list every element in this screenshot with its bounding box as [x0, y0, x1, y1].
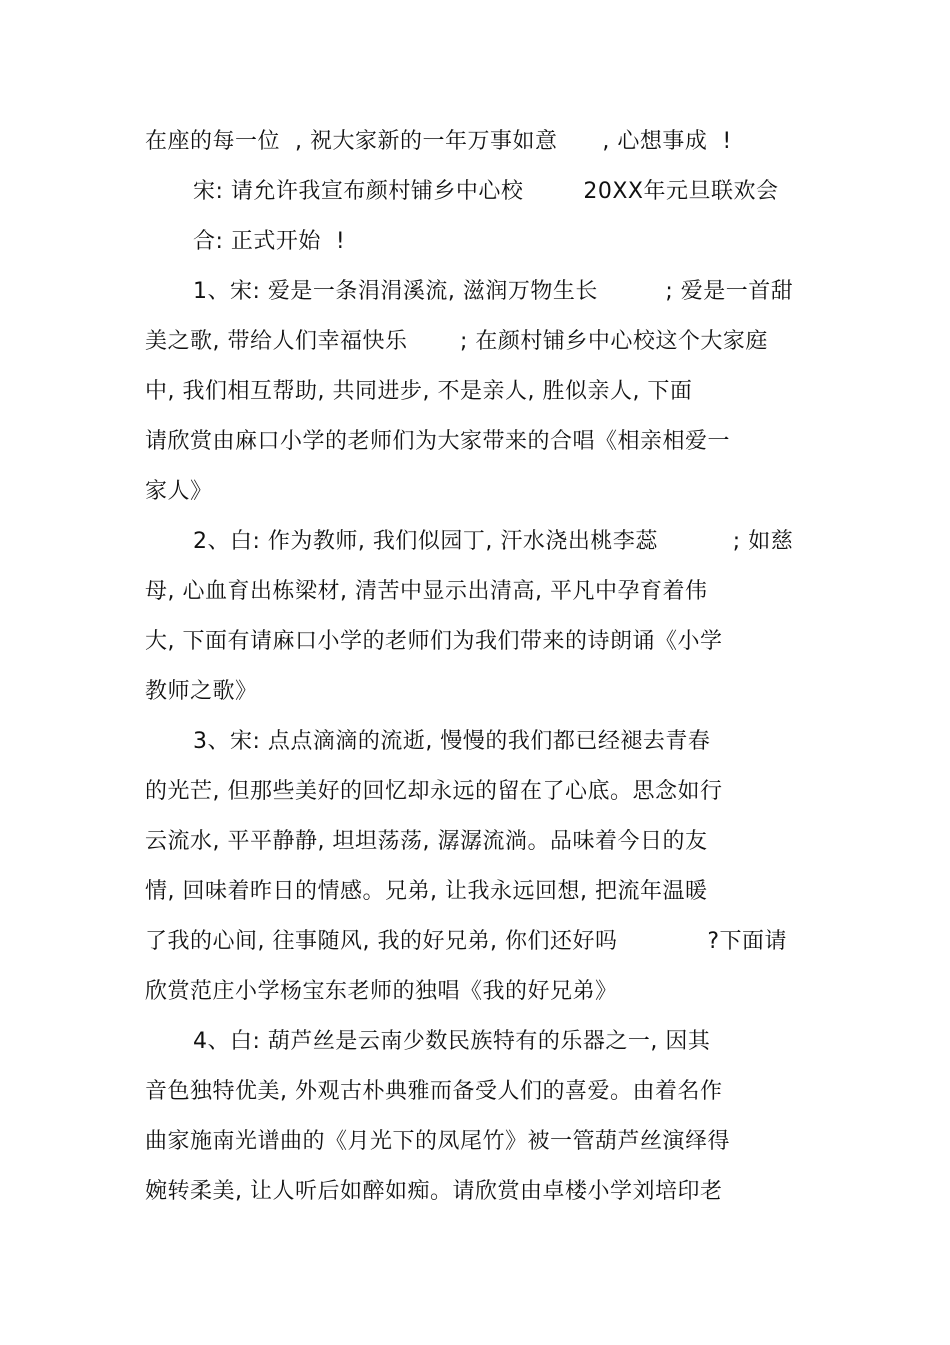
text-line: 请欣赏由麻口小学的老师们为大家带来的合唱《相亲相爱一: [145, 429, 731, 454]
text-line: 宋: 请允许我宣布颜村铺乡中心校 20XX年元旦联欢会: [193, 179, 779, 204]
text-line: 中, 我们相互帮助, 共同进步, 不是亲人, 胜似亲人, 下面: [145, 379, 693, 404]
text-line: 欣赏范庄小学杨宝东老师的独唱《我的好兄弟》: [145, 979, 618, 1004]
text-line: 的光芒, 但那些美好的回忆却永远的留在了心底。思念如行: [145, 779, 723, 804]
text-line: 合: 正式开始 !: [193, 229, 346, 254]
text-line: 情, 回味着昨日的情感。兄弟, 让我永远回想, 把流年温暖: [145, 879, 708, 904]
text-line: 婉转柔美, 让人听后如醉如痴。请欣赏由卓楼小学刘培印老: [145, 1179, 723, 1204]
text-line: 大, 下面有请麻口小学的老师们为我们带来的诗朗诵《小学: [145, 629, 723, 654]
text-line: 母, 心血育出栋梁材, 清苦中显示出清高, 平凡中孕育着伟: [145, 579, 708, 604]
text-line: 曲家施南光谱曲的《月光下的凤尾竹》被一管葫芦丝演绎得: [145, 1129, 731, 1154]
text-line: 了我的心间, 往事随风, 我的好兄弟, 你们还好吗 ?下面请: [145, 929, 788, 954]
text-line: 2、白: 作为教师, 我们似园丁, 汗水浇出桃李蕊 ; 如慈: [193, 529, 794, 554]
text-line: 3、宋: 点点滴滴的流逝, 慢慢的我们都已经褪去青春: [193, 729, 711, 754]
text-line: 教师之歌》: [145, 679, 258, 704]
text-line: 云流水, 平平静静, 坦坦荡荡, 潺潺流淌。品味着今日的友: [145, 829, 708, 854]
text-line: 美之歌, 带给人们幸福快乐 ; 在颜村铺乡中心校这个大家庭: [145, 329, 768, 354]
text-line: 在座的每一位 , 祝大家新的一年万事如意 , 心想事成 !: [145, 129, 732, 154]
text-line: 家人》: [145, 479, 213, 504]
text-line: 音色独特优美, 外观古朴典雅而备受人们的喜爱。由着名作: [145, 1079, 723, 1104]
text-line: 1、宋: 爱是一条涓涓溪流, 滋润万物生长 ; 爱是一首甜: [193, 279, 794, 304]
text-line: 4、白: 葫芦丝是云南少数民族特有的乐器之一, 因其: [193, 1029, 711, 1054]
